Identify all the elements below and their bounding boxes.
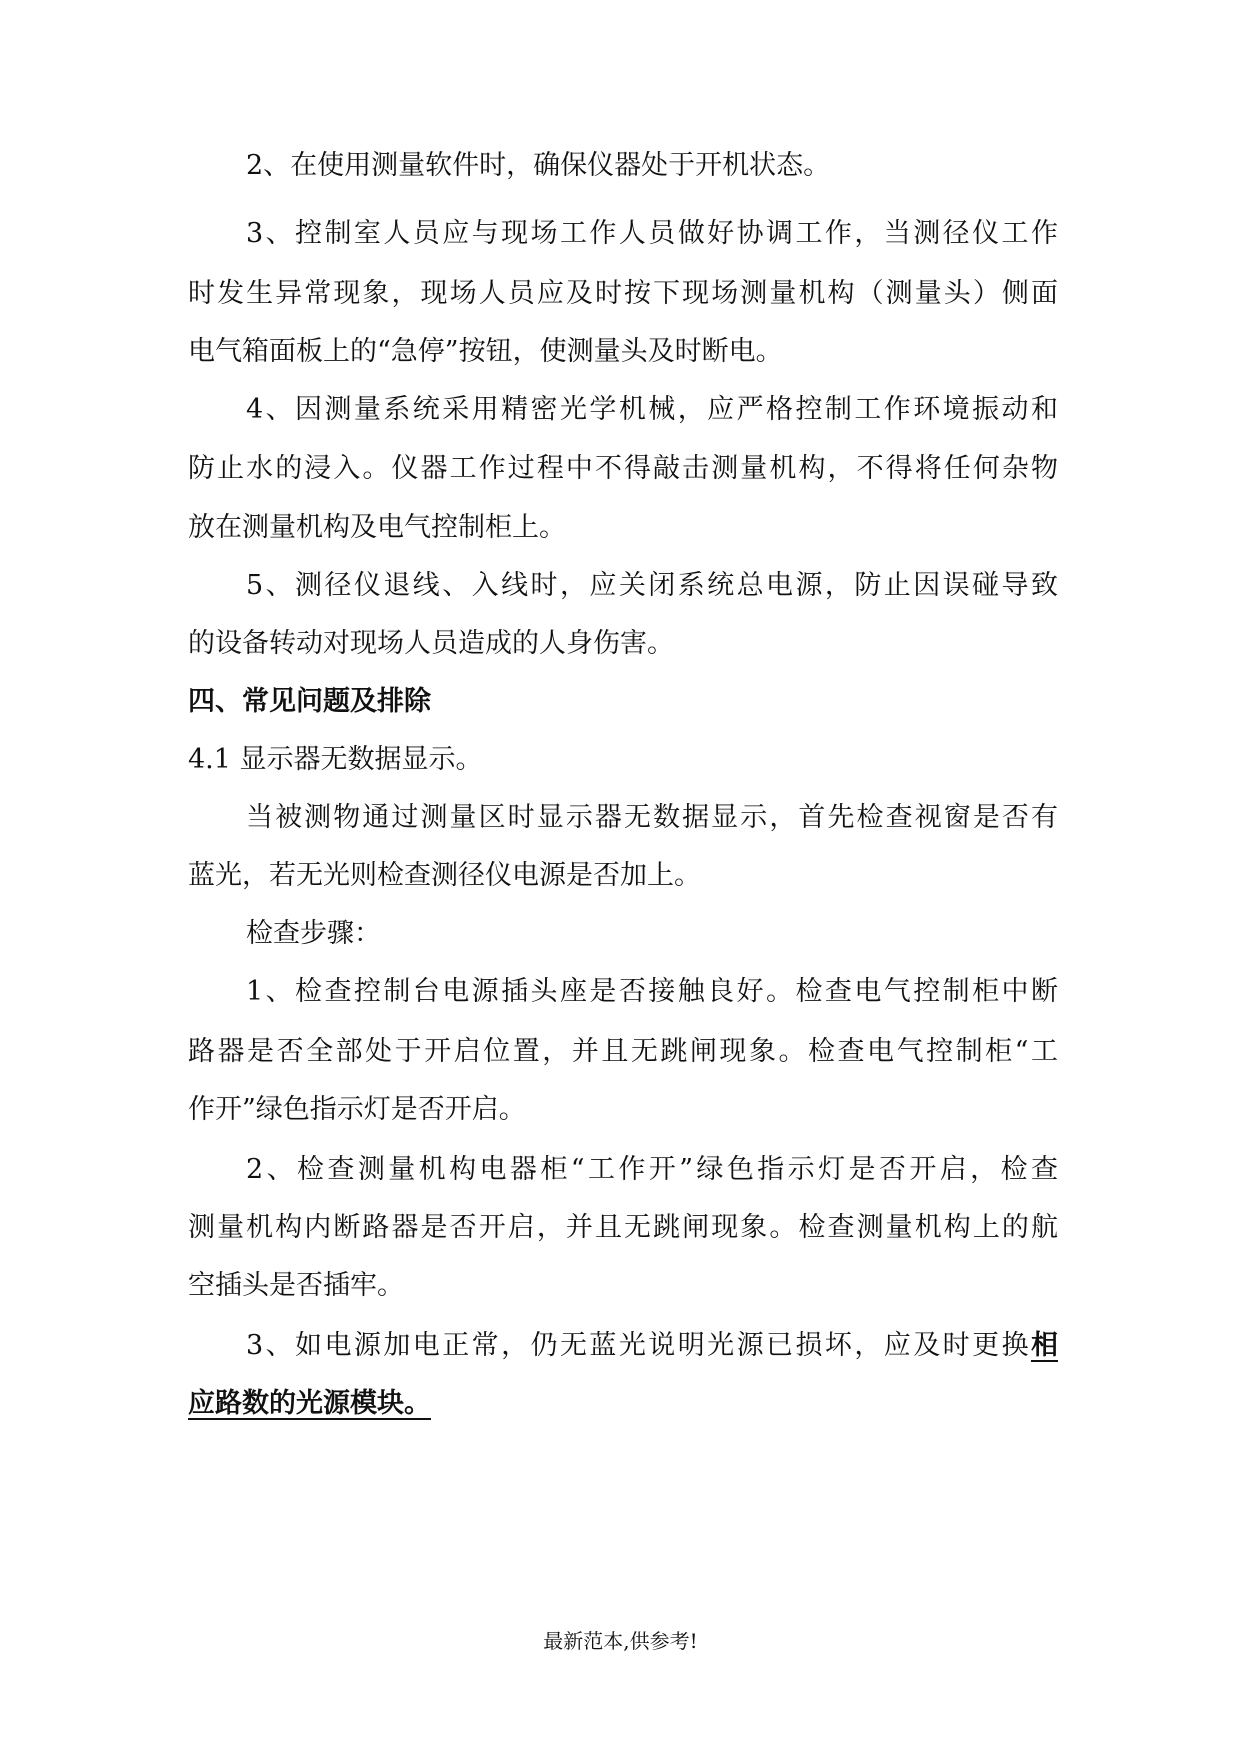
paragraph-line: 检查步骤： — [246, 918, 381, 949]
paragraph-line: 路器是否全部处于开启位置，并且无跳闸现象。检查电气控制柜“工 — [188, 1036, 1058, 1067]
underlined-text: 应路数的光源模块。 — [188, 1388, 431, 1419]
paragraph-line: 作开”绿色指示灯是否开启。 — [188, 1094, 526, 1125]
underlined-text: 相 — [1031, 1330, 1058, 1361]
paragraph-line — [188, 1384, 448, 1424]
paragraph-line: 蓝光，若无光则检查测径仪电源是否加上。 — [188, 860, 701, 891]
paragraph-text: 3、如电源加电正常，仍无蓝光说明光源已损坏，应及时更换 — [246, 1330, 1031, 1361]
paragraph-line: 3、控制室人员应与现场工作人员做好协调工作，当测径仪工作 — [246, 218, 1058, 249]
paragraph-line: 防止水的浸入。仪器工作过程中不得敲击测量机构，不得将任何杂物 — [188, 453, 1058, 484]
page-footer: 最新范本,供参考! — [543, 1629, 698, 1653]
paragraph-line: 测量机构内断路器是否开启，并且无跳闸现象。检查测量机构上的航 — [188, 1212, 1058, 1243]
paragraph-line: 电气箱面板上的“急停”按钮，使测量头及时断电。 — [188, 336, 783, 367]
section-heading: 四、常见问题及排除 — [188, 686, 431, 717]
paragraph-line: 的设备转动对现场人员造成的人身伤害。 — [188, 628, 674, 659]
subsection-title: 4.1 显示器无数据显示。 — [188, 744, 483, 775]
paragraph-line: 2、检查测量机构电器柜“工作开”绿色指示灯是否开启，检查 — [246, 1154, 1058, 1185]
paragraph-line: 空插头是否插牢。 — [188, 1270, 404, 1301]
paragraph-line — [246, 1326, 1058, 1366]
paragraph-line: 当被测物通过测量区时显示器无数据显示，首先检查视窗是否有 — [246, 802, 1058, 833]
paragraph-line: 1、检查控制台电源插头座是否接触良好。检查电气控制柜中断 — [246, 976, 1058, 1007]
paragraph-line: 放在测量机构及电气控制柜上。 — [188, 512, 566, 543]
paragraph-line: 2、在使用测量软件时，确保仪器处于开机状态。 — [246, 150, 831, 181]
paragraph-line: 5、测径仪退线、入线时，应关闭系统总电源，防止因误碰导致 — [246, 570, 1058, 601]
paragraph-line: 时发生异常现象，现场人员应及时按下现场测量机构（测量头）侧面 — [188, 278, 1058, 309]
paragraph-line: 4、因测量系统采用精密光学机械，应严格控制工作环境振动和 — [246, 394, 1058, 425]
